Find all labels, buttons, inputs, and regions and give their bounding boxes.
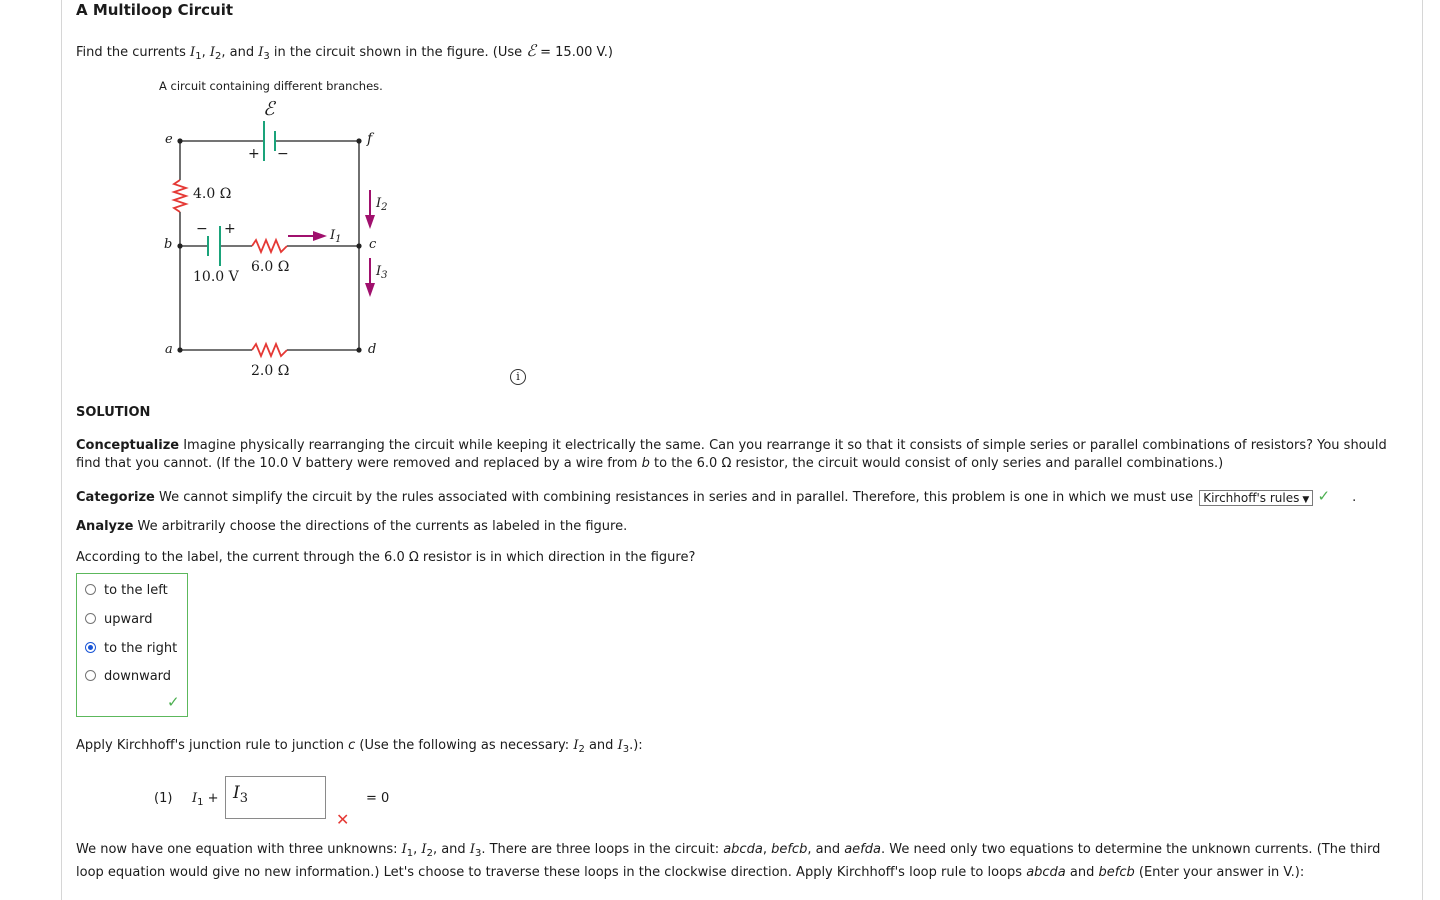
radio-button[interactable] (85, 613, 96, 624)
node-b-label: b (164, 237, 173, 252)
current-i1-label: $I_1$ (330, 228, 342, 245)
equation-rhs: = 0 (366, 791, 390, 806)
radio-option-upward[interactable]: upward (85, 612, 152, 627)
direction-radio-group (76, 573, 188, 717)
node-e-label: e (165, 132, 173, 147)
chevron-down-icon: ▼ (1302, 494, 1310, 505)
radio-option-downward[interactable]: downward (85, 669, 171, 684)
resistor-2-ohm-label: 2.0 Ω (251, 363, 290, 379)
resistor-4-ohm-label: 4.0 Ω (193, 186, 232, 202)
conceptualize-paragraph-line1: Conceptualize Imagine physically rearranging the circuit while keeping it electrically the same. Can you rearrange it so that it consists of simple series or parallel combinations of resistors? You should (76, 438, 1387, 453)
battery-minus-label: − (196, 221, 208, 237)
radio-button-selected[interactable] (85, 642, 96, 653)
current-i2-label: $I_2$ (376, 196, 388, 213)
correct-check-icon: ✓ (167, 693, 180, 711)
problem-statement: Find the currents $I_1$, $I_2$, and $I_3$ in the circuit shown in the figure. (Use ℰ = 15.00 V.) (76, 41, 613, 62)
figure-caption: A circuit containing different branches. (159, 79, 383, 93)
conceptualize-paragraph-line2: find that you cannot. (If the 10.0 V battery were removed and replaced by a wire from b to the 6.0 Ω resistor, the circuit would consist of only series and parallel combinations.) (76, 456, 1224, 471)
junction-prompt: Apply Kirchhoff's junction rule to junction c (Use the following as necessary: $I_2$ and $I_3$.): (76, 738, 643, 755)
node-d-label: d (368, 342, 377, 357)
radio-button[interactable] (85, 670, 96, 681)
junction-answer-input[interactable]: $I_3$ (225, 776, 326, 819)
node-a-label: a (165, 342, 173, 357)
loop-paragraph-line2: loop equation would give no new information.) Let's choose to traverse these loops in the clockwise direction. Apply Kirchhoff's loop rule to loops abcda and befcb (Enter your answer in V.): (76, 865, 1305, 880)
resistor-6-ohm-label: 6.0 Ω (251, 259, 290, 275)
current-i3-label: $I_3$ (376, 264, 388, 281)
node-c-label: c (369, 237, 377, 252)
radio-option-right[interactable]: to the right (85, 641, 177, 656)
node-f-label: f (367, 131, 373, 147)
battery-10v-label: 10.0 V (193, 269, 239, 285)
emf-symbol: ℰ (263, 98, 275, 120)
radio-option-left[interactable]: to the left (85, 583, 168, 598)
emf-plus-label: + (248, 146, 260, 162)
equation-lhs: $I_1$ + (192, 791, 219, 808)
loop-paragraph-line1: We now have one equation with three unknowns: $I_1$, $I_2$, and $I_3$. There are three loops in the circuit: abcda, befcb, and aefda. We need only two equations to determine the unknown currents. (The third (76, 842, 1381, 859)
page-title: A Multiloop Circuit (76, 1, 234, 19)
emf-minus-label: − (277, 146, 289, 162)
direction-question: According to the label, the current through the 6.0 Ω resistor is in which direction in the figure? (76, 550, 696, 565)
equation-number: (1) (154, 791, 173, 806)
info-icon[interactable]: i (510, 369, 526, 385)
kirchhoff-select[interactable]: Kirchhoff's rules ▼ (1199, 490, 1313, 506)
analyze-paragraph: Analyze We arbitrarily choose the directions of the currents as labeled in the figure. (76, 519, 628, 534)
correct-check-icon: ✓ (1317, 487, 1331, 505)
radio-button[interactable] (85, 584, 96, 595)
categorize-paragraph: Categorize We cannot simplify the circuit by the rules associated with combining resistances in series and in parallel. Therefore, this problem is one in which we must use Kirchhoff's rules ▼ ✓ . (76, 487, 1357, 505)
incorrect-x-icon: ✕ (336, 810, 350, 829)
battery-plus-label: + (224, 221, 236, 237)
solution-heading: SOLUTION (76, 405, 151, 420)
